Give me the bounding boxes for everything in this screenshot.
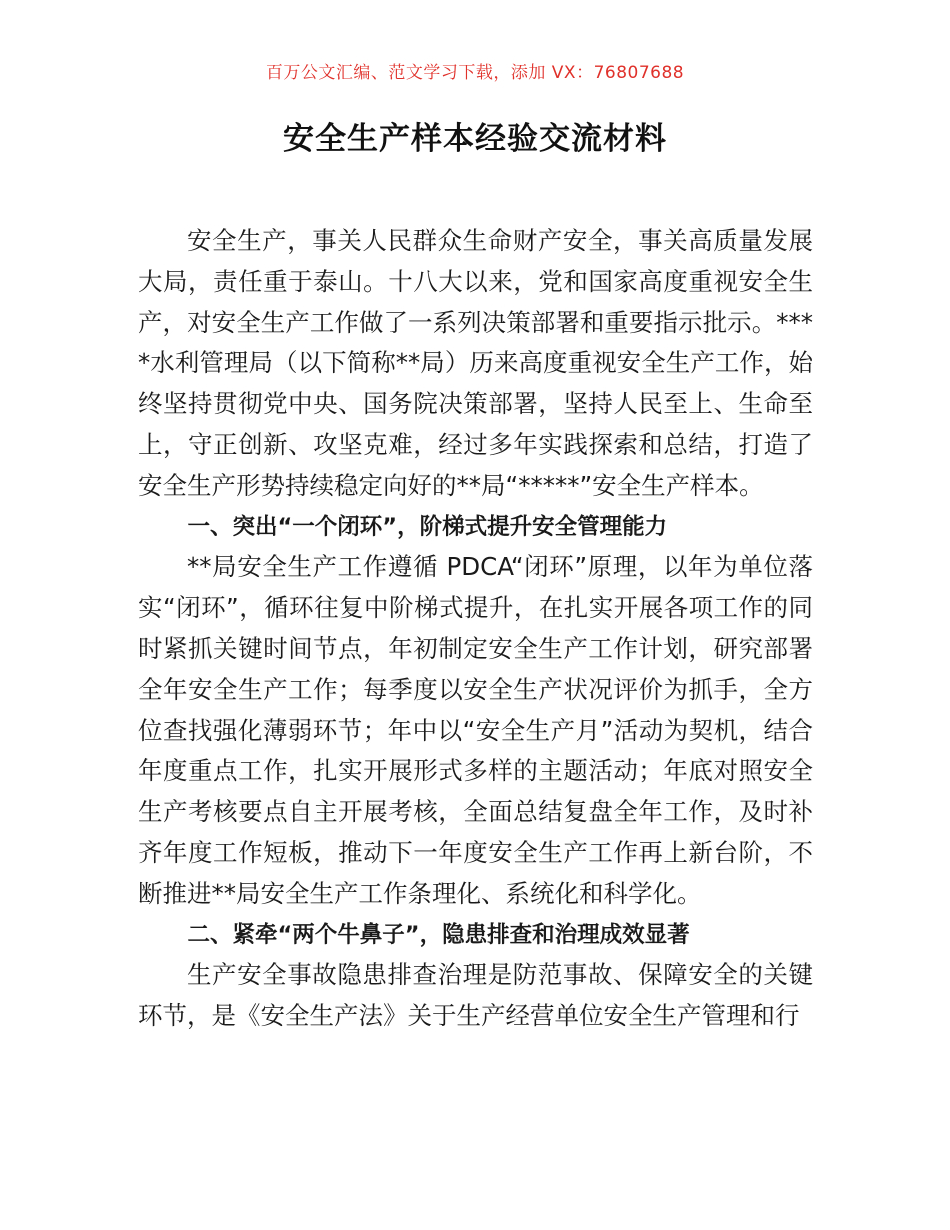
section-1-paragraph: **局安全生产工作遵循 PDCA“闭环”原理，以年为单位落实“闭环”，循环往复中阶梯式提升，在扎实开展各项工作的同时紧抓关键时间节点，年初制定安全生产工作计划，研究部署全年安全生产工作；每季度以安全生产状况评价为抓手，全方位查找强化薄弱环节；年中以“安全生产月”活动为契机，结合年度重点工作，扎实开展形式多样的主题活动；年底对照安全生产考核要点自主开展考核，全面总结复盘全年工作，及时补齐年度工作短板，推动下一年度安全生产工作再上新台阶，不断推进**局安全生产工作条理化、系统化和科学化。 bbox=[138, 552, 813, 908]
intro-paragraph: 安全生产，事关人民群众生命财产安全，事关高质量发展大局，责任重于泰山。十八大以来，党和国家高度重视安全生产，对安全生产工作做了一系列决策部署和重要指示批示。****水利管理局（以下简称**局）历来高度重视安全生产工作，始终坚持贯彻党中央、国务院决策部署，坚持人民至上、生命至上，守正创新、攻坚克难，经过多年实践探索和总结，打造了安全生产形势持续稳定向好的**局“*****”安全生产样本。 bbox=[138, 226, 813, 500]
document-title: 安全生产样本经验交流材料 bbox=[283, 121, 667, 157]
watermark-text: 百万公文汇编、范文学习下载，添加 VX：76807688 bbox=[265, 63, 685, 83]
section-heading-2: 二、紧牵“两个牛鼻子”，隐患排查和治理成效显著 bbox=[187, 921, 690, 948]
section-heading-1: 一、突出“一个闭环”，阶梯式提升安全管理能力 bbox=[187, 513, 668, 540]
document-body bbox=[138, 221, 813, 1037]
section-2-paragraph: 生产安全事故隐患排查治理是防范事故、保障安全的关键环节，是《安全生产法》关于生产经营单位安全生产管理和行 bbox=[138, 960, 813, 1031]
